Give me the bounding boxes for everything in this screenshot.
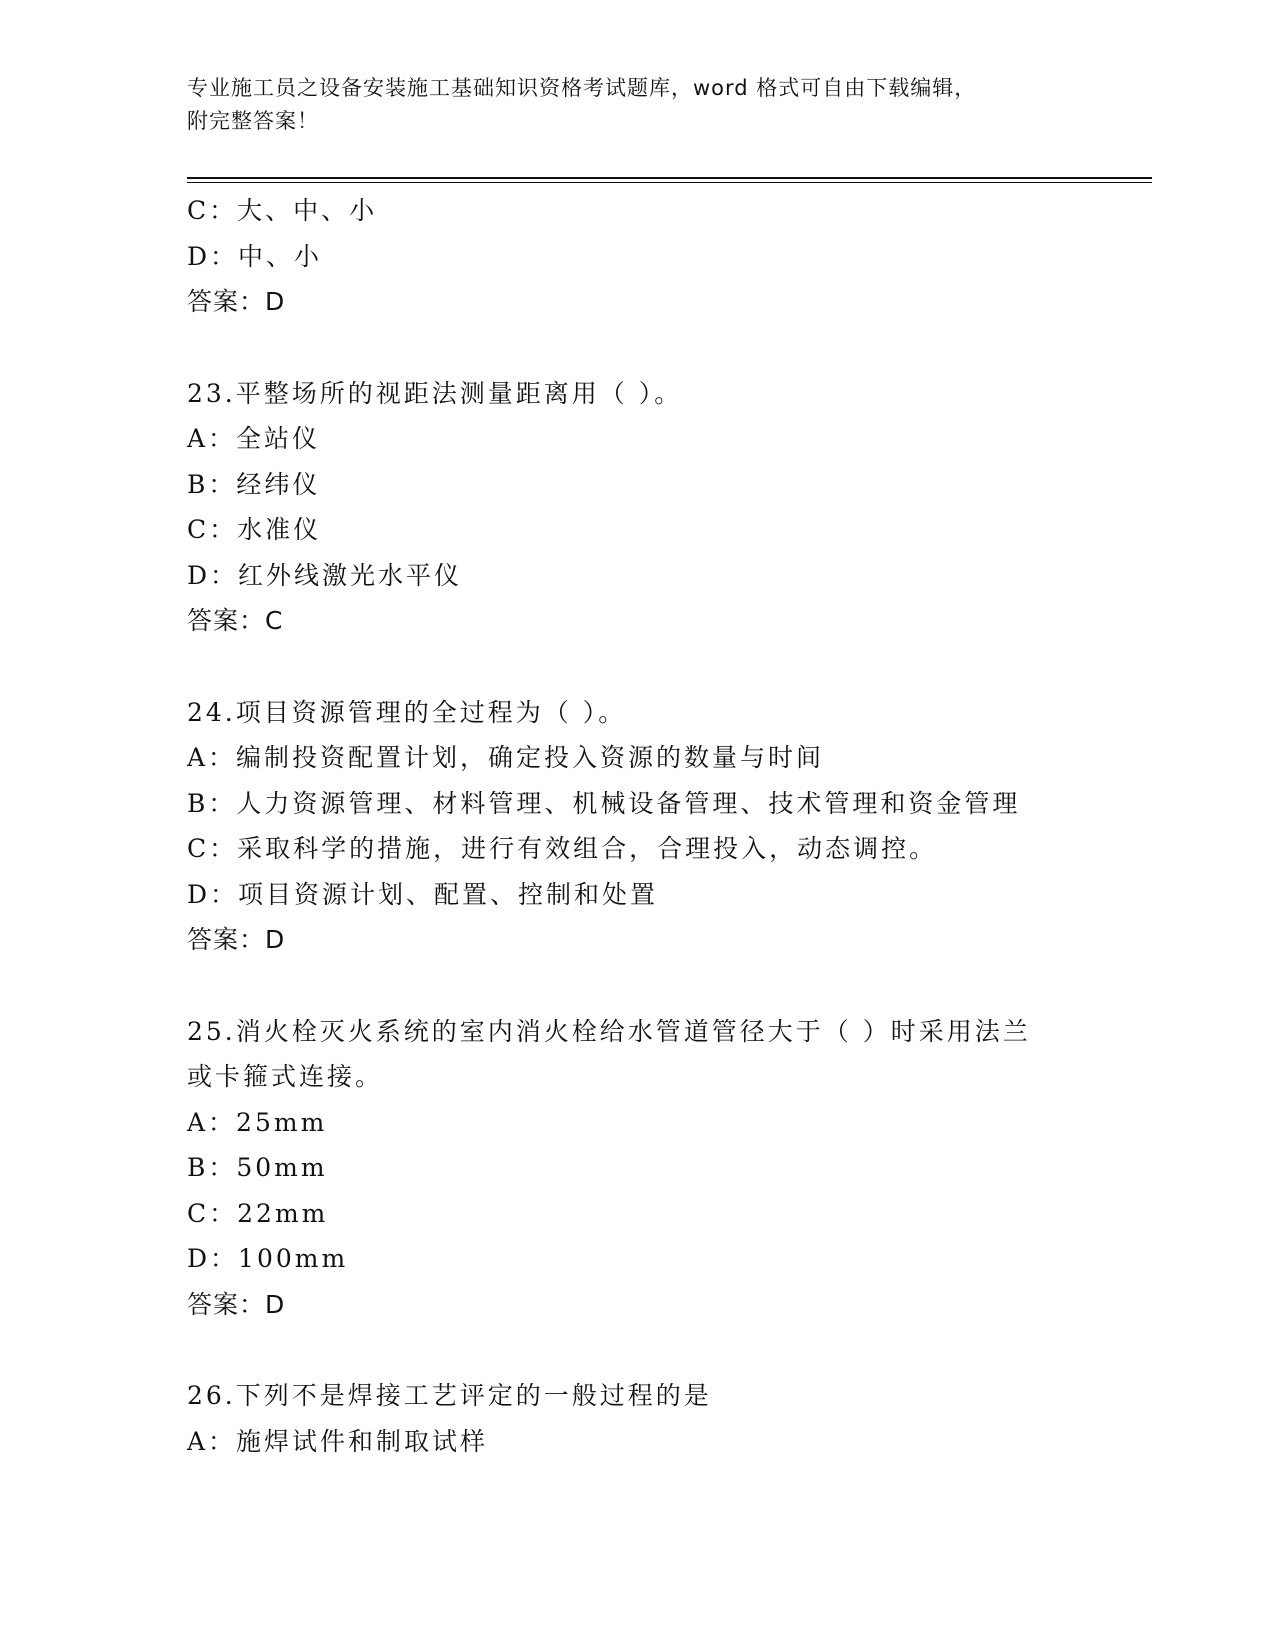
- option-c: C：大、中、小: [187, 196, 378, 225]
- option-a: A：施焊试件和制取试样: [187, 1426, 489, 1456]
- question-stem: 26.下列不是焊接工艺评定的一般过程的是: [187, 1381, 712, 1410]
- question-26: [187, 1373, 1087, 1464]
- question-25: [187, 1009, 1087, 1328]
- option-b: B：经纬仪: [187, 469, 321, 499]
- answer: 答案：D: [187, 287, 286, 316]
- option-a: A：25mm: [187, 1107, 328, 1137]
- header-title-line-2: 附完整答案！: [187, 109, 319, 133]
- header-divider-thin: [187, 182, 1152, 183]
- option-c: C：采取科学的措施，进行有效组合，合理投入，动态调控。: [187, 834, 938, 863]
- question-23: [187, 371, 1087, 644]
- header-title-line-1: 专业施工员之设备安装施工基础知识资格考试题库，word 格式可自由下载编辑，: [187, 76, 977, 100]
- question-spacer: [187, 644, 1087, 690]
- option-d: D：项目资源计划、配置、控制和处置: [187, 879, 659, 909]
- option-a: A：全站仪: [187, 424, 321, 453]
- question-22-continuation: [187, 188, 1087, 325]
- header-divider-thick: [187, 177, 1152, 179]
- answer: 答案：D: [187, 925, 286, 954]
- answer: 答案：D: [187, 1289, 286, 1319]
- option-d: D：中、小: [187, 241, 323, 271]
- option-b: B：50mm: [187, 1153, 328, 1182]
- question-spacer: [187, 325, 1087, 371]
- question-24: [187, 690, 1087, 963]
- question-stem: 24.项目资源管理的全过程为（ ）。: [187, 697, 627, 727]
- document-header: [187, 72, 1067, 138]
- question-spacer: [187, 963, 1087, 1009]
- question-stem: 23.平整场所的视距法测量距离用（ ）。: [187, 378, 683, 408]
- question-stem-line-1: 25.消火栓灭火系统的室内消火栓给水管道管径大于（ ）时采用法兰: [187, 1016, 1031, 1046]
- option-c: C：22mm: [187, 1198, 329, 1228]
- document-body: [187, 188, 1087, 1464]
- question-spacer: [187, 1327, 1087, 1373]
- option-d: D：100mm: [187, 1244, 349, 1273]
- option-d: D：红外线激光水平仪: [187, 560, 463, 590]
- option-c: C：水准仪: [187, 515, 322, 544]
- question-stem-line-2: 或卡箍式连接。: [187, 1062, 384, 1091]
- option-a: A：编制投资配置计划，确定投入资源的数量与时间: [187, 743, 825, 772]
- answer: 答案：C: [187, 606, 284, 635]
- option-b: B：人力资源管理、材料管理、机械设备管理、技术管理和资金管理: [187, 788, 1021, 818]
